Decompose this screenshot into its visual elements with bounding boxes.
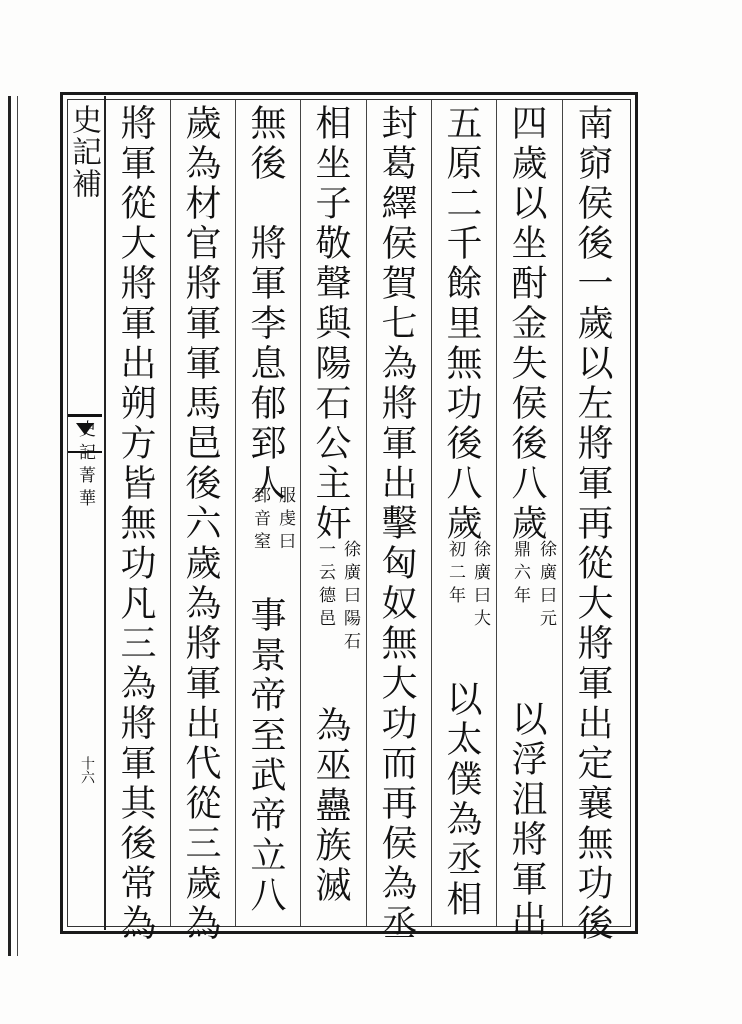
annotation-2-left: 鼎六年 bbox=[510, 540, 530, 609]
text-column-6-part-2: 事景帝至武帝立八 bbox=[245, 596, 286, 916]
annotation-6-left: 郅音窒 bbox=[250, 486, 270, 555]
text-column-3-part-1: 五原二千餘里無功後八歲 bbox=[441, 104, 482, 544]
annotation-3-right: 徐廣曰大 bbox=[470, 540, 490, 632]
banxin-subtitle: 史記菁華 bbox=[75, 420, 95, 512]
text-column-1: 南窌侯後一歲以左將軍再從大將軍出定襄無功後 bbox=[572, 104, 613, 944]
text-column-7: 歲為材官將軍軍馬邑後六歲為將軍出代從三歲為 bbox=[180, 104, 221, 944]
annotation-5-right: 徐廣曰陽石 bbox=[340, 540, 360, 655]
column-rule bbox=[496, 100, 497, 926]
column-rule bbox=[170, 100, 171, 926]
banxin-folio: 十六 bbox=[79, 756, 95, 784]
column-rule bbox=[235, 100, 236, 926]
annotation-3-left: 初二年 bbox=[445, 540, 465, 609]
banxin-title: 史記補 bbox=[66, 104, 101, 200]
text-column-2-part-2: 以浮沮將軍出 bbox=[506, 700, 547, 940]
text-column-6-part-1: 無後 將軍李息郁郅人 bbox=[245, 104, 286, 504]
text-column-2-part-1: 四歲以坐酎金失侯後八歲 bbox=[506, 104, 547, 544]
text-column-5-part-2: 為巫蠱族滅 bbox=[310, 706, 351, 906]
text-column-4: 封葛繹侯賀七為將軍出擊匈奴無大功而再侯為丞 bbox=[376, 104, 417, 944]
text-column-5-part-1: 相坐子敬聲與陽石公主奸 bbox=[310, 104, 351, 544]
annotation-5-left: 一云德邑 bbox=[315, 540, 335, 632]
text-column-3-part-2: 以太僕為丞相 bbox=[441, 680, 482, 920]
column-rule bbox=[431, 100, 432, 926]
annotation-2-right: 徐廣曰元 bbox=[536, 540, 556, 632]
column-rule bbox=[562, 100, 563, 926]
column-rule bbox=[366, 100, 367, 926]
banxin-margin bbox=[66, 96, 106, 930]
column-rule bbox=[300, 100, 301, 926]
text-column-8: 將軍從大將軍出朔方皆無功凡三為將軍其後常為 bbox=[115, 104, 156, 944]
page-edge bbox=[8, 96, 18, 956]
annotation-6-right: 服虔曰 bbox=[275, 486, 295, 555]
